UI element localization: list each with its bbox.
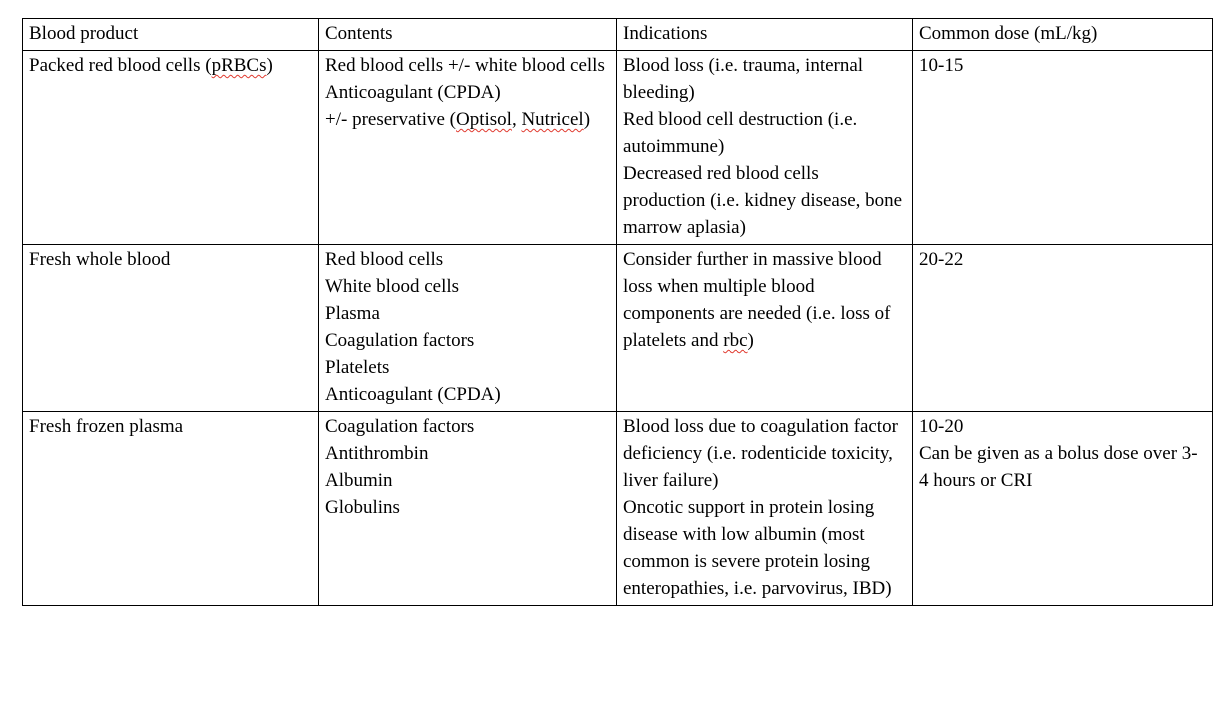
table-body	[23, 51, 1213, 606]
table-cell	[23, 412, 319, 606]
cell-line: Consider further in massive blood loss when multiple blood components are needed (i.e. loss of platelets and rbc)	[623, 249, 891, 351]
cell-line: Red blood cell destruction (i.e. autoimmune)	[623, 109, 858, 157]
misspelled-word: rbc	[723, 330, 748, 351]
cell-line: Platelets	[325, 357, 390, 378]
cell-line: Red blood cells +/- white blood cells	[325, 55, 605, 76]
header-cell-blood-product: Blood product	[23, 19, 319, 51]
cell-line: Plasma	[325, 303, 380, 324]
table-row	[23, 412, 1213, 606]
table-cell	[319, 51, 617, 245]
cell-line: Antithrombin	[325, 443, 429, 464]
table-cell	[913, 245, 1213, 412]
header-cell-common-dose: Common dose (mL/kg)	[913, 19, 1213, 51]
cell-line: Anticoagulant (CPDA)	[325, 82, 501, 103]
table-row	[23, 245, 1213, 412]
table-header	[23, 19, 1213, 51]
cell-line: Anticoagulant (CPDA)	[325, 384, 501, 405]
cell-line: Blood loss (i.e. trauma, internal bleeding)	[623, 55, 864, 103]
cell-line: 20-22	[919, 249, 964, 270]
cell-line: Globulins	[325, 497, 400, 518]
cell-line: 10-15	[919, 55, 964, 76]
table-cell	[617, 412, 913, 606]
header-cell-indications: Indications	[617, 19, 913, 51]
cell-line: Coagulation factors	[325, 416, 475, 437]
cell-line: Fresh frozen plasma	[29, 416, 184, 437]
misspelled-word: Nutricel	[521, 109, 584, 130]
cell-line: Packed red blood cells (pRBCs)	[29, 55, 273, 76]
cell-line: Albumin	[325, 470, 393, 491]
blood-products-table	[22, 18, 1213, 606]
cell-line: Can be given as a bolus dose over 3-4 hours or CRI	[919, 443, 1198, 491]
header-cell-contents: Contents	[319, 19, 617, 51]
cell-line: Oncotic support in protein losing disease with low albumin (most common is severe protein losing enteropathies, i.e. parvovirus, IBD)	[623, 497, 892, 599]
cell-line: White blood cells	[325, 276, 460, 297]
table-cell	[319, 412, 617, 606]
table-cell	[617, 51, 913, 245]
cell-line: Coagulation factors	[325, 330, 475, 351]
table-cell	[23, 245, 319, 412]
table-cell	[913, 51, 1213, 245]
cell-line: Blood loss due to coagulation factor deficiency (i.e. rodenticide toxicity, liver failure)	[623, 416, 898, 491]
cell-line: 10-20	[919, 416, 964, 437]
cell-line: +/- preservative (Optisol, Nutricel)	[325, 109, 591, 130]
cell-line: Red blood cells	[325, 249, 444, 270]
table-cell	[617, 245, 913, 412]
misspelled-word: pRBCs	[211, 55, 267, 76]
table-cell	[319, 245, 617, 412]
table-header-row	[23, 19, 1213, 51]
table-cell	[23, 51, 319, 245]
table-cell	[913, 412, 1213, 606]
misspelled-word: Optisol	[456, 109, 512, 130]
cell-line: Decreased red blood cells production (i.e. kidney disease, bone marrow aplasia)	[623, 163, 903, 238]
table-row	[23, 51, 1213, 245]
cell-line: Fresh whole blood	[29, 249, 171, 270]
